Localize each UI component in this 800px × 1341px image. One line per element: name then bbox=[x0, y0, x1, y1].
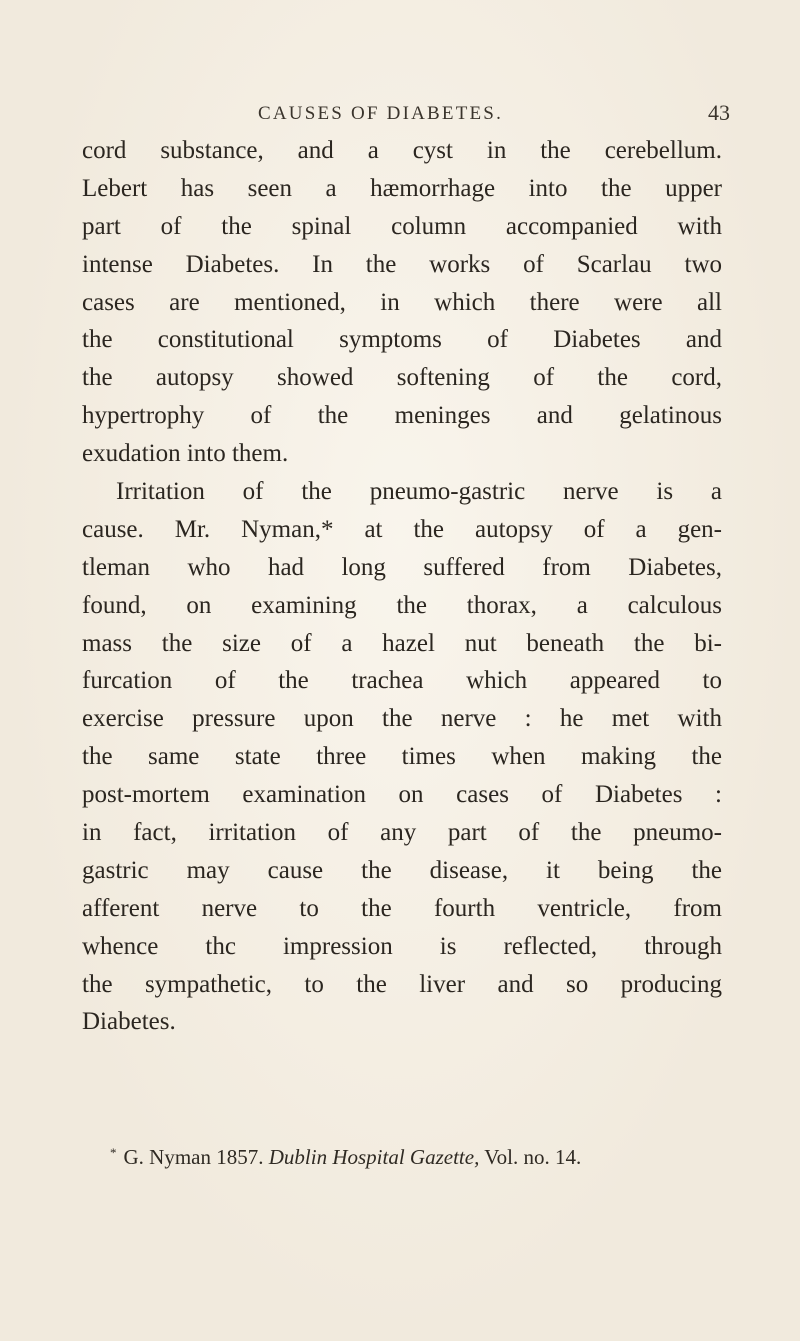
paragraph-last-line: Diabetes. bbox=[82, 1008, 176, 1036]
text-line: the constitutional symptoms of Diabetes and bbox=[82, 326, 722, 354]
text-line: cause. Mr. Nyman,* at the autopsy of a gen- bbox=[82, 515, 722, 543]
paragraph-last-line: exudation into them. bbox=[82, 440, 289, 468]
text-line: found, on examining the thorax, a calculous bbox=[82, 591, 722, 619]
text-line: part of the spinal column accompanied with bbox=[82, 212, 722, 240]
footnote bbox=[110, 1145, 581, 1170]
text-line: exercise pressure upon the nerve : he met with bbox=[82, 705, 722, 733]
footnote-author: G. Nyman 1857. bbox=[123, 1145, 264, 1169]
footnote-marker: * bbox=[110, 1145, 117, 1160]
text-line: intense Diabetes. In the works of Scarlau two bbox=[82, 250, 722, 278]
body-text bbox=[82, 132, 722, 1041]
text-line: cord substance, and a cyst in the cerebellum. bbox=[82, 137, 722, 164]
page-number: 43 bbox=[708, 100, 730, 125]
text-line: furcation of the trachea which appeared to bbox=[82, 667, 722, 695]
text-line: mass the size of a hazel nut beneath the bi- bbox=[82, 629, 722, 657]
text-line: the sympathetic, to the liver and so producing bbox=[82, 970, 722, 998]
text-line: afferent nerve to the fourth ventricle, from bbox=[82, 894, 722, 922]
text-line: the same state three times when making the bbox=[82, 743, 722, 771]
footnote-reference: Vol. no. 14. bbox=[484, 1145, 582, 1169]
text-line: tleman who had long suffered from Diabetes, bbox=[82, 553, 722, 581]
text-line: the autopsy showed softening of the cord, bbox=[82, 364, 722, 392]
paragraph-first-line: Irritation of the pneumo-gastric nerve is a bbox=[116, 478, 722, 506]
text-line: post-mortem examination on cases of Diabetes : bbox=[82, 781, 722, 809]
footnote-journal: Dublin Hospital Gazette, bbox=[268, 1145, 480, 1169]
text-line: gastric may cause the disease, it being the bbox=[82, 856, 722, 884]
text-line: hypertrophy of the meninges and gelatinous bbox=[82, 402, 722, 430]
text-line: cases are mentioned, in which there were all bbox=[82, 288, 722, 316]
running-head: CAUSES OF DIABETES. bbox=[258, 103, 504, 124]
text-line: whence thc impression is reflected, through bbox=[82, 932, 722, 960]
text-line: in fact, irritation of any part of the pneumo- bbox=[82, 819, 722, 847]
text-line: Lebert has seen a hæmorrhage into the upper bbox=[82, 174, 722, 202]
